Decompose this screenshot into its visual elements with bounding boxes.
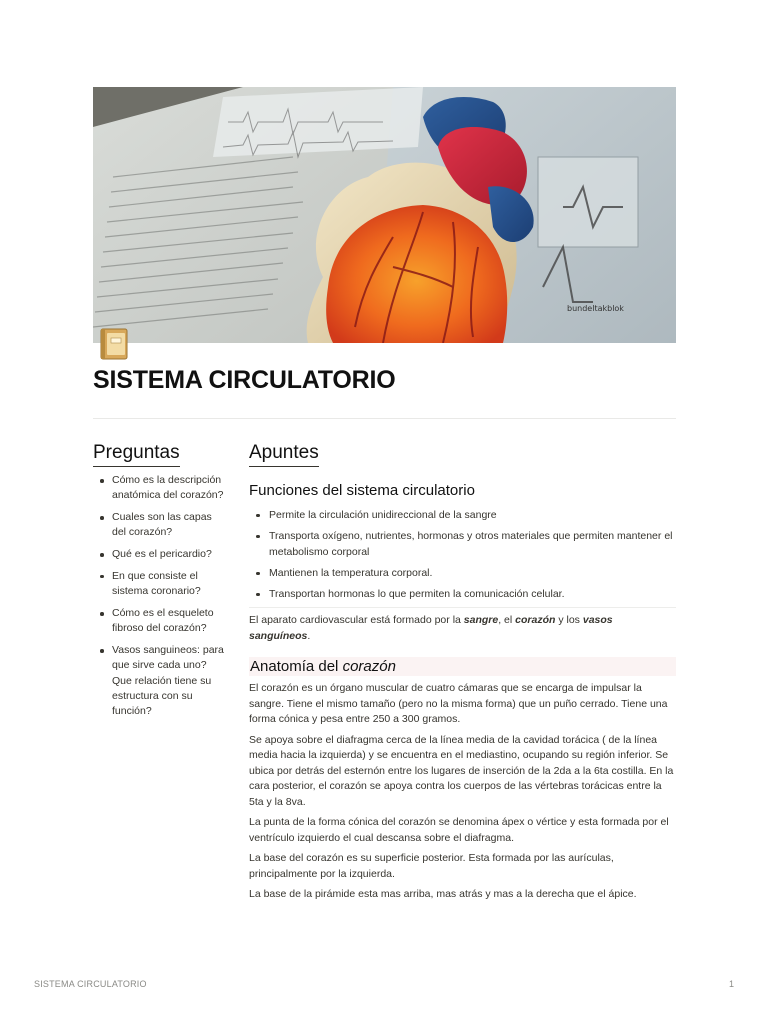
question-item: En que consiste el sistema coronario? — [93, 569, 228, 600]
anatomy-paragraph: Se apoya sobre el diafragma cerca de la línea media de la cavidad torácica ( de la línea media hacia la izquierda) y se encuentra en el mediastino, ocupando su región inferior. Se ubica por detrás del esternón entre los lugares de inserción de la 2da a la 6ta costilla. En la cara posterior, el corazón se apoya contra los cuerpos de las vértebras torácicas entre la 5ta y la 8va. — [249, 733, 674, 808]
anatomy-heading-italic: corazón — [342, 658, 396, 675]
term-vasos: vasos sanguíneos — [249, 614, 613, 642]
page-title: SISTEMA CIRCULATORIO — [93, 366, 396, 394]
term-corazon: corazón — [515, 614, 556, 626]
notes-column — [249, 441, 676, 903]
title-divider — [93, 418, 676, 419]
function-item: Mantienen la temperatura corporal. — [249, 565, 676, 581]
intro-text: , el — [498, 614, 516, 626]
section-rule — [249, 607, 676, 608]
questions-column — [93, 441, 228, 726]
notes-heading: Apuntes — [249, 441, 319, 467]
function-item: Permite la circulación unidireccional de la sangre — [249, 507, 676, 523]
anatomy-paragraph: El corazón es un órgano muscular de cuatro cámaras que se encarga de impulsar la sangre. Tiene el mismo tamaño (pero no la misma forma) que un puño cerrado. Tiene una forma cónica y pesa entre 250 a 300 gramos. — [249, 682, 668, 725]
intro-paragraph — [249, 613, 676, 644]
svg-text:bundeltakblok: bundeltakblok — [567, 304, 624, 313]
functions-heading: Funciones del sistema circulatorio — [249, 482, 475, 499]
anatomy-paragraph: La base de la pirámide esta mas arriba, mas atrás y mas a la derecha que el ápice. — [249, 888, 637, 900]
term-sangre: sangre — [463, 614, 499, 626]
functions-list — [249, 507, 676, 602]
question-item: Cuales son las capas del corazón? — [93, 510, 228, 541]
questions-list — [93, 473, 228, 720]
page-number: 1 — [729, 979, 735, 989]
function-item: Transporta oxígeno, nutrientes, hormonas y otros materiales que permiten mantener el metabolismo corporal — [249, 528, 676, 560]
anatomy-paragraph: La base del corazón es su superficie posterior. Esta formada por las aurículas, principalmente por la izquierda. — [249, 852, 614, 880]
intro-text: y los — [555, 614, 583, 626]
footer-title: SISTEMA CIRCULATORIO — [34, 979, 147, 989]
cover-image — [93, 87, 676, 343]
intro-text: . — [307, 629, 311, 642]
questions-heading: Preguntas — [93, 441, 180, 467]
anatomy-heading — [249, 657, 676, 676]
question-item: Vasos sanguineos: para que sirve cada uno? Que relación tiene su estructura con su función? — [93, 643, 228, 719]
anatomy-heading-text: Anatomía del — [250, 658, 343, 675]
notebook-icon — [98, 327, 130, 361]
intro-text: El aparato cardiovascular está formado por la — [249, 614, 464, 626]
anatomy-paragraph: La punta de la forma cónica del corazón se denomina ápex o vértice y esta formada por el ventrículo izquierdo el cual descansa sobre el diafragma. — [249, 816, 669, 844]
question-item: Cómo es el esqueleto fibroso del corazón? — [93, 606, 228, 637]
function-item: Transportan hormonas lo que permiten la comunicación celular. — [249, 586, 676, 602]
question-item: Cómo es la descripción anatómica del corazón? — [93, 473, 228, 504]
question-item: Qué es el pericardio? — [93, 547, 228, 562]
